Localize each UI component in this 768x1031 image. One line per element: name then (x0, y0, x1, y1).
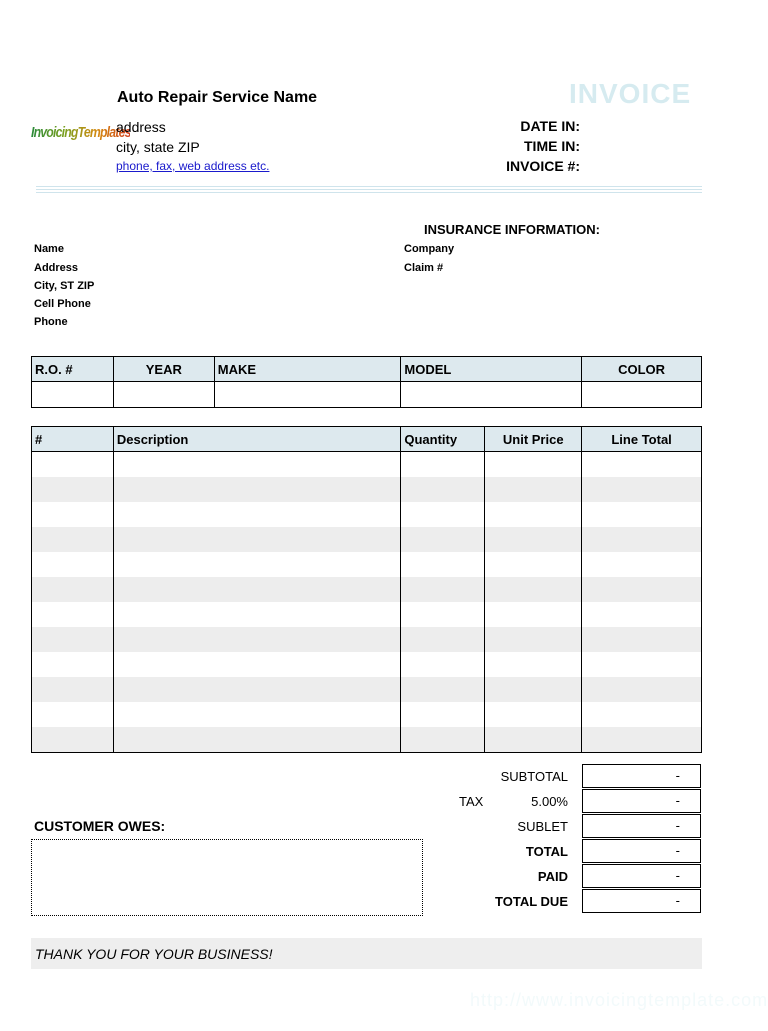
vehicle-year-cell[interactable] (113, 382, 214, 408)
item-cell[interactable] (582, 652, 702, 677)
item-cell[interactable] (485, 602, 582, 627)
subtotal-value: - (582, 764, 701, 788)
invoice-number-label: INVOICE #: (506, 158, 580, 174)
item-cell[interactable] (401, 552, 485, 577)
company-contact-link[interactable]: phone, fax, web address etc. (116, 159, 270, 173)
thank-you-banner (31, 938, 702, 969)
sublet-label: SUBLET (517, 819, 568, 834)
item-cell[interactable] (485, 477, 582, 502)
item-cell[interactable] (401, 652, 485, 677)
items-col-description: Description (113, 427, 401, 452)
item-cell[interactable] (113, 527, 401, 552)
table-row (32, 702, 702, 727)
item-cell[interactable] (582, 527, 702, 552)
insurance-company-label: Company (404, 243, 455, 255)
item-cell[interactable] (32, 602, 114, 627)
item-cell[interactable] (582, 727, 702, 753)
item-cell[interactable] (113, 727, 401, 753)
vehicle-table (31, 356, 702, 408)
item-cell[interactable] (485, 627, 582, 652)
vehicle-make-cell[interactable] (214, 382, 401, 408)
item-cell[interactable] (401, 452, 485, 478)
vehicle-ro-cell[interactable] (32, 382, 114, 408)
item-cell[interactable] (113, 477, 401, 502)
customer-owes-label: CUSTOMER OWES: (34, 818, 166, 834)
customer-phone-label: Phone (34, 316, 68, 328)
table-row (32, 627, 702, 652)
item-cell[interactable] (113, 627, 401, 652)
table-row (32, 577, 702, 602)
sublet-value[interactable]: - (582, 814, 701, 838)
item-cell[interactable] (113, 602, 401, 627)
company-city-state-zip: city, state ZIP (116, 139, 200, 155)
vehicle-model-cell[interactable] (401, 382, 582, 408)
item-cell[interactable] (32, 702, 114, 727)
items-col-number: # (32, 427, 114, 452)
customer-city-label: City, ST ZIP (34, 280, 95, 292)
item-cell[interactable] (485, 527, 582, 552)
date-in-label: DATE IN: (520, 118, 580, 134)
item-cell[interactable] (582, 552, 702, 577)
item-cell[interactable] (401, 577, 485, 602)
subtotal-label: SUBTOTAL (500, 769, 568, 784)
total-label: TOTAL (525, 844, 568, 859)
item-cell[interactable] (485, 702, 582, 727)
item-cell[interactable] (113, 452, 401, 478)
item-cell[interactable] (485, 552, 582, 577)
customer-cell-label: Cell Phone (34, 298, 91, 310)
item-cell[interactable] (485, 652, 582, 677)
item-cell[interactable] (401, 677, 485, 702)
item-cell[interactable] (32, 552, 114, 577)
item-cell[interactable] (485, 677, 582, 702)
table-row (32, 727, 702, 753)
item-cell[interactable] (113, 502, 401, 527)
item-cell[interactable] (401, 627, 485, 652)
item-cell[interactable] (32, 677, 114, 702)
table-row (32, 527, 702, 552)
tax-rate[interactable]: 5.00% (531, 794, 568, 809)
item-cell[interactable] (113, 577, 401, 602)
invoice-title: INVOICE (569, 78, 692, 109)
table-row (32, 477, 702, 502)
item-cell[interactable] (582, 602, 702, 627)
table-row (32, 677, 702, 702)
table-row (32, 652, 702, 677)
total-due-value: - (582, 889, 701, 913)
paid-label: PAID (537, 869, 568, 884)
item-cell[interactable] (582, 452, 702, 478)
watermark: http://www.invoicingtemplate.com (470, 990, 768, 1010)
item-cell[interactable] (32, 527, 114, 552)
item-cell[interactable] (32, 502, 114, 527)
item-cell[interactable] (32, 652, 114, 677)
item-cell[interactable] (582, 577, 702, 602)
table-row (32, 552, 702, 577)
item-cell[interactable] (582, 502, 702, 527)
company-logo: InvoicingTemplates (31, 124, 131, 141)
item-cell[interactable] (32, 727, 114, 753)
item-cell[interactable] (485, 727, 582, 753)
total-value: - (582, 839, 701, 863)
header-divider (36, 186, 702, 196)
item-cell[interactable] (401, 702, 485, 727)
vehicle-color-cell[interactable] (582, 382, 702, 408)
item-cell[interactable] (582, 627, 702, 652)
item-cell[interactable] (32, 627, 114, 652)
item-cell[interactable] (485, 577, 582, 602)
table-row (32, 502, 702, 527)
item-cell[interactable] (582, 677, 702, 702)
item-cell[interactable] (401, 727, 485, 753)
item-cell[interactable] (113, 702, 401, 727)
item-cell[interactable] (401, 502, 485, 527)
insurance-heading: INSURANCE INFORMATION: (424, 222, 600, 237)
company-address: address (116, 119, 166, 135)
item-cell[interactable] (485, 502, 582, 527)
company-name: Auto Repair Service Name (117, 89, 318, 106)
vehicle-col-make: MAKE (214, 357, 401, 382)
item-cell[interactable] (401, 602, 485, 627)
paid-value[interactable]: - (582, 864, 701, 888)
item-cell[interactable] (113, 677, 401, 702)
item-cell[interactable] (582, 477, 702, 502)
item-cell[interactable] (113, 552, 401, 577)
vehicle-col-ro: R.O. # (32, 357, 114, 382)
customer-address-label: Address (34, 262, 79, 274)
item-cell[interactable] (401, 477, 485, 502)
thank-you-text: THANK YOU FOR YOUR BUSINESS! (35, 946, 273, 962)
items-col-quantity: Quantity (401, 427, 485, 452)
item-cell[interactable] (582, 702, 702, 727)
items-col-line-total: Line Total (582, 427, 702, 452)
item-cell[interactable] (32, 577, 114, 602)
table-row (32, 602, 702, 627)
vehicle-col-year: YEAR (113, 357, 214, 382)
customer-owes-box[interactable] (31, 839, 423, 916)
tax-value: - (582, 789, 701, 813)
item-cell[interactable] (401, 527, 485, 552)
insurance-claim-label: Claim # (404, 262, 444, 274)
item-cell[interactable] (32, 452, 114, 478)
item-cell[interactable] (113, 652, 401, 677)
total-due-label: TOTAL DUE (495, 894, 568, 909)
tax-label: TAX (459, 794, 484, 809)
customer-name-label: Name (34, 243, 64, 255)
item-cell[interactable] (485, 452, 582, 478)
time-in-label: TIME IN: (524, 138, 580, 154)
line-items-table (31, 426, 702, 753)
items-col-unit-price: Unit Price (485, 427, 582, 452)
table-row (32, 452, 702, 478)
vehicle-col-model: MODEL (401, 357, 582, 382)
vehicle-row (32, 382, 702, 408)
vehicle-col-color: COLOR (582, 357, 702, 382)
item-cell[interactable] (32, 477, 114, 502)
